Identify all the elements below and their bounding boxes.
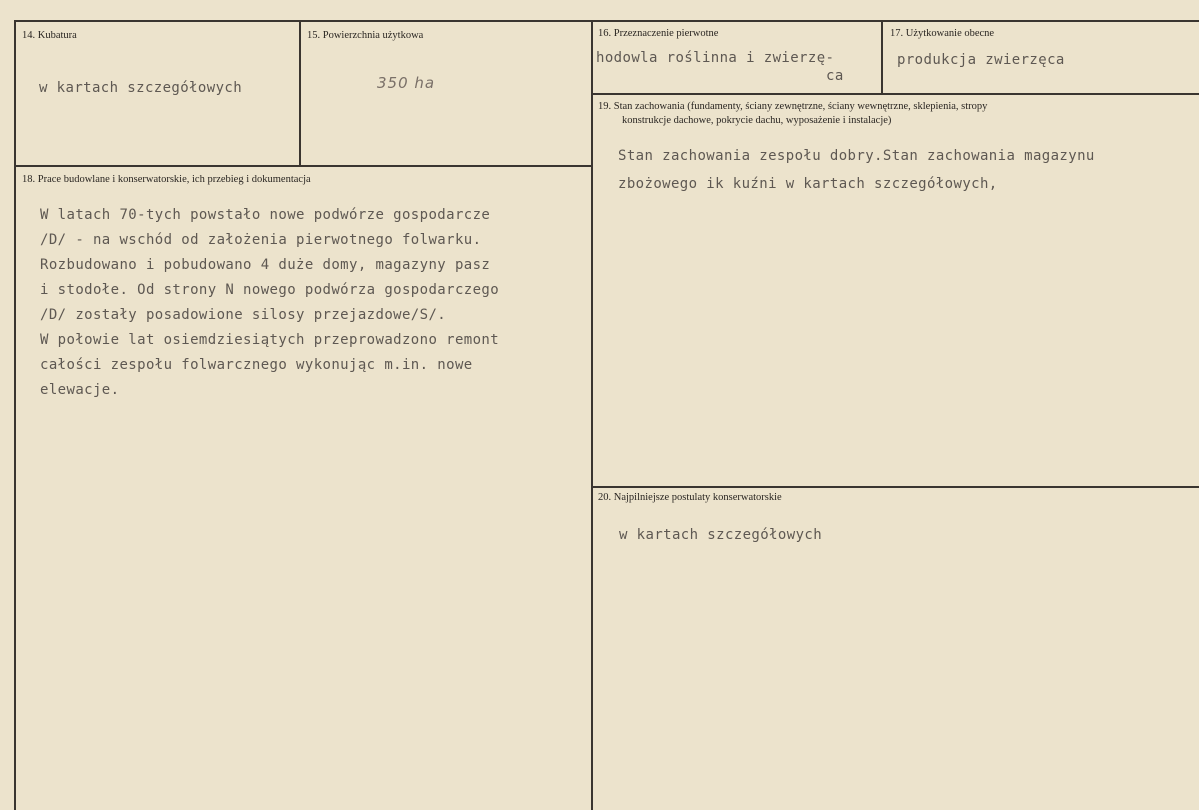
- field-18-line: Rozbudowano i pobudowano 4 duże domy, magazyny pasz: [40, 257, 491, 273]
- field-18-label: 18. Prace budowlane i konserwatorskie, ich przebieg i dokumentacja: [22, 174, 311, 185]
- field-15-value: 350 ha: [377, 74, 436, 92]
- rule-col-17: [881, 20, 883, 94]
- rule-col-mid: [591, 20, 593, 810]
- field-16-value-line2: ca: [826, 68, 844, 84]
- field-17-value: produkcja zwierzęca: [897, 52, 1065, 68]
- field-14-value: w kartach szczegółowych: [39, 80, 243, 96]
- field-18-text: [40, 203, 499, 403]
- rule-col-15: [299, 20, 301, 165]
- field-16-value-line1: hodowla roślinna i zwierzę-: [596, 50, 835, 66]
- rule-top: [14, 20, 1199, 22]
- field-14-label: 14. Kubatura: [22, 30, 77, 41]
- field-18-line: i stodołe. Od strony N nowego podwórza gospodarczego: [40, 282, 500, 298]
- field-19-text: [618, 142, 1095, 198]
- field-16-label: 16. Przeznaczenie pierwotne: [598, 28, 719, 39]
- field-19-label-line1: 19. Stan zachowania (fundamenty, ściany zewnętrzne, ściany wewnętrzne, sklepienia, stropy: [598, 101, 988, 112]
- field-15-label: 15. Powierzchnia użytkowa: [307, 30, 424, 41]
- field-20-label: 20. Najpilniejsze postulaty konserwatorskie: [598, 492, 782, 503]
- field-18-line: /D/ zostały posadowione silosy przejazdowe/S/.: [40, 307, 447, 323]
- field-19-line: zbożowego ik kuźni w kartach szczegółowych,: [618, 176, 998, 192]
- field-18-line: /D/ - na wschód od założenia pierwotnego folwarku.: [40, 232, 482, 248]
- rule-after-19: [591, 486, 1199, 488]
- field-19-label-line2: konstrukcje dachowe, pokrycie dachu, wyposażenie i instalacje): [622, 115, 892, 126]
- field-18-line: W latach 70-tych powstało nowe podwórze gospodarcze: [40, 207, 491, 223]
- field-18-line: elewacje.: [40, 382, 120, 398]
- rule-left: [14, 20, 16, 810]
- field-18-line: W połowie lat osiemdziesiątych przeprowadzono remont: [40, 332, 500, 348]
- field-18-line: całości zespołu folwarcznego wykonując m.in. nowe: [40, 357, 473, 373]
- field-19-line: Stan zachowania zespołu dobry.Stan zachowania magazynu: [618, 148, 1095, 164]
- rule-after-16: [591, 93, 1199, 95]
- field-20-value: w kartach szczegółowych: [619, 527, 823, 543]
- field-17-label: 17. Użytkowanie obecne: [890, 28, 995, 39]
- rule-after-14: [14, 165, 592, 167]
